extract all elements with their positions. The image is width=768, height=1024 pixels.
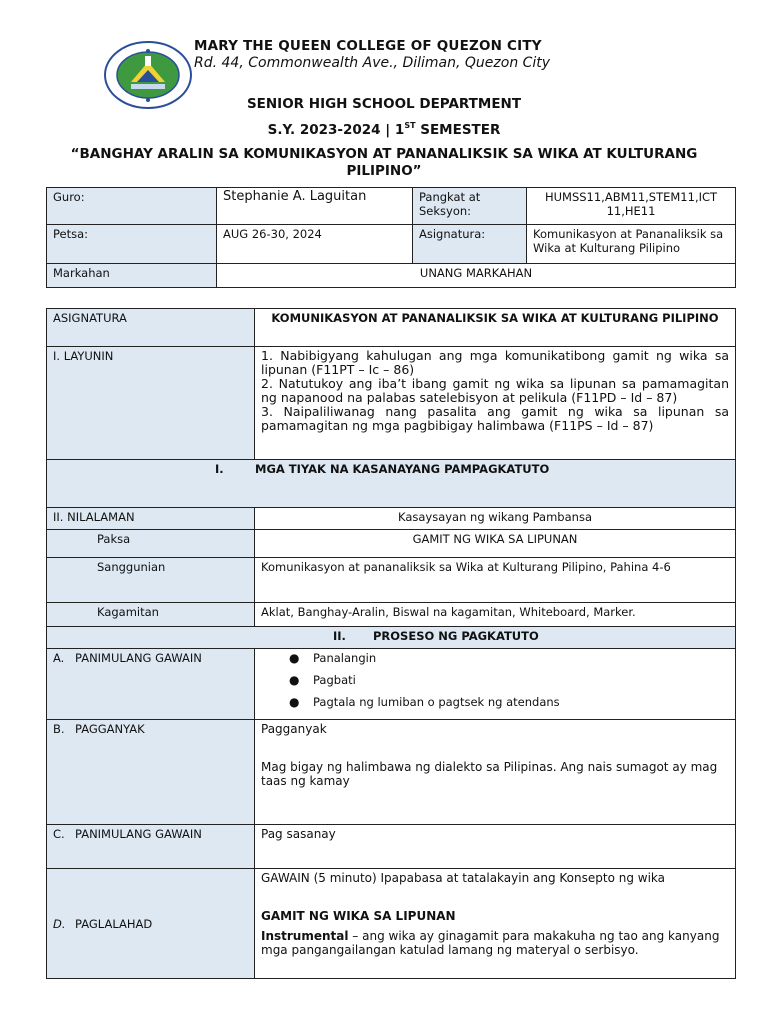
layunin-item: 1. Nabibigyang kahulugan ang mga komunikatibong gamit ng wika sa lipunan (F11PT – Ic – 86) bbox=[261, 348, 729, 377]
paglalahad-intro: GAWAIN (5 minuto) Ipapabasa at tatalakayin ang Konsepto ng wika bbox=[261, 871, 666, 885]
school-year-text: S.Y. 2023-2024 | 1 bbox=[267, 122, 405, 138]
proseso-section-header bbox=[47, 627, 736, 649]
asignatura-label: ASIGNATURA bbox=[47, 309, 255, 347]
step-letter-d: D. bbox=[53, 916, 66, 931]
asignatura-info-value: Komunikasyon at Pananaliksik sa Wika at Kulturang Pilipino bbox=[527, 225, 736, 264]
semester-superscript: ST bbox=[404, 121, 416, 130]
proseso-title: PROSESO NG PAGKATUTO bbox=[373, 629, 539, 643]
tiyak-section-header bbox=[47, 460, 736, 508]
lesson-plan-table bbox=[46, 308, 736, 979]
petsa-value: AUG 26-30, 2024 bbox=[217, 225, 413, 264]
paksa-label: Paksa bbox=[47, 530, 255, 558]
step-letter-a: A. bbox=[53, 651, 65, 665]
pangkat-value: HUMSS11,ABM11,STEM11,ICT 11,HE11 bbox=[527, 188, 736, 225]
list-item: ● Pagtala ng lumiban o pagtsek ng atendans bbox=[289, 695, 729, 709]
school-name: MARY THE QUEEN COLLEGE OF QUEZON CITY bbox=[194, 38, 542, 54]
tiyak-number: I. bbox=[215, 462, 224, 476]
sanggunian-label: Sanggunian bbox=[47, 558, 255, 603]
markahan-label: Markahan bbox=[47, 264, 217, 288]
paglalahad-label: D. PAGLALAHAD bbox=[47, 869, 255, 979]
step-letter-b: B. bbox=[53, 722, 65, 736]
kagamitan-value: Aklat, Banghay-Aralin, Biswal na kagamitan, Whiteboard, Marker. bbox=[255, 603, 736, 627]
school-address: Rd. 44, Commonwealth Ave., Diliman, Quezon City bbox=[194, 55, 551, 71]
layunin-label: I. LAYUNIN bbox=[47, 347, 255, 460]
panimulang-gawain-c-label: C. PANIMULANG GAWAIN bbox=[47, 825, 255, 869]
panimulang-gawain-label: A. PANIMULANG GAWAIN bbox=[47, 649, 255, 720]
document-title: “BANGHAY ARALIN SA KOMUNIKASYON AT PANANALIKSIK SA WIKA AT KULTURANG PILIPINO” bbox=[70, 146, 698, 179]
pagganyak-content bbox=[255, 720, 736, 825]
step-letter-c: C. bbox=[53, 827, 65, 841]
nilalaman-label: II. NILALAMAN bbox=[47, 508, 255, 530]
nilalaman-value: Kasaysayan ng wikang Pambansa bbox=[255, 508, 736, 530]
guro-value: Stephanie A. Laguitan bbox=[217, 188, 413, 225]
layunin-item: 2. Natutukoy ang iba’t ibang gamit ng wika sa lipunan sa pamamagitan ng napanood na palabas satelebisyon at pelikula (F11PD – Id – 87) bbox=[261, 376, 729, 405]
paglalahad-heading: GAMIT NG WIKA SA LIPUNAN bbox=[261, 909, 456, 923]
pagganyak-label: B. PAGGANYAK bbox=[47, 720, 255, 825]
proseso-number: II. bbox=[333, 629, 346, 643]
list-item: ● Pagbati bbox=[289, 673, 729, 687]
markahan-value: UNANG MARKAHAN bbox=[217, 264, 736, 288]
paglalahad-content bbox=[255, 869, 736, 979]
guro-label: Guro: bbox=[47, 188, 217, 225]
layunin-item: 3. Naipaliliwanag nang pasalita ang gamit ng wika sa lipunan sa pamamagitan ng mga pagbibigay halimbawa (F11PS – Id – 87) bbox=[261, 404, 729, 433]
department-title: SENIOR HIGH SCHOOL DEPARTMENT bbox=[246, 96, 522, 112]
pag-sasanay-text: Pag sasanay bbox=[255, 825, 736, 869]
tiyak-title: MGA TIYAK NA KASANAYANG PAMPAGKATUTO bbox=[255, 462, 550, 476]
petsa-label: Petsa: bbox=[47, 225, 217, 264]
asignatura-info-label: Asignatura: bbox=[413, 225, 527, 264]
kagamitan-label: Kagamitan bbox=[47, 603, 255, 627]
sanggunian-value: Komunikasyon at pananaliksik sa Wika at Kulturang Pilipino, Pahina 4-6 bbox=[255, 558, 736, 603]
instrumental-term: Instrumental bbox=[261, 929, 349, 943]
panimulang-gawain-list bbox=[255, 649, 736, 720]
instrumental-definition: Instrumental – ang wika ay ginagamit para makakuha ng tao ang kanyang mga pangangailangan katulad lamang ng materyal o serbisyo. bbox=[261, 929, 720, 957]
asignatura-value: KOMUNIKASYON AT PANANALIKSIK SA WIKA AT KULTURANG PILIPINO bbox=[255, 309, 736, 347]
list-item: ● Panalangin bbox=[289, 651, 729, 665]
pagganyak-text: Mag bigay ng halimbawa ng dialekto sa Pilipinas. Ang nais sumagot ay mag taas ng kamay bbox=[261, 760, 718, 788]
pagganyak-heading: Pagganyak bbox=[261, 722, 327, 736]
pangkat-label: Pangkat at Seksyon: bbox=[413, 188, 527, 225]
paksa-value: GAMIT NG WIKA SA LIPUNAN bbox=[255, 530, 736, 558]
layunin-list bbox=[255, 347, 736, 460]
semester-word: SEMESTER bbox=[415, 122, 501, 138]
info-table bbox=[46, 187, 736, 288]
school-year bbox=[0, 121, 768, 138]
